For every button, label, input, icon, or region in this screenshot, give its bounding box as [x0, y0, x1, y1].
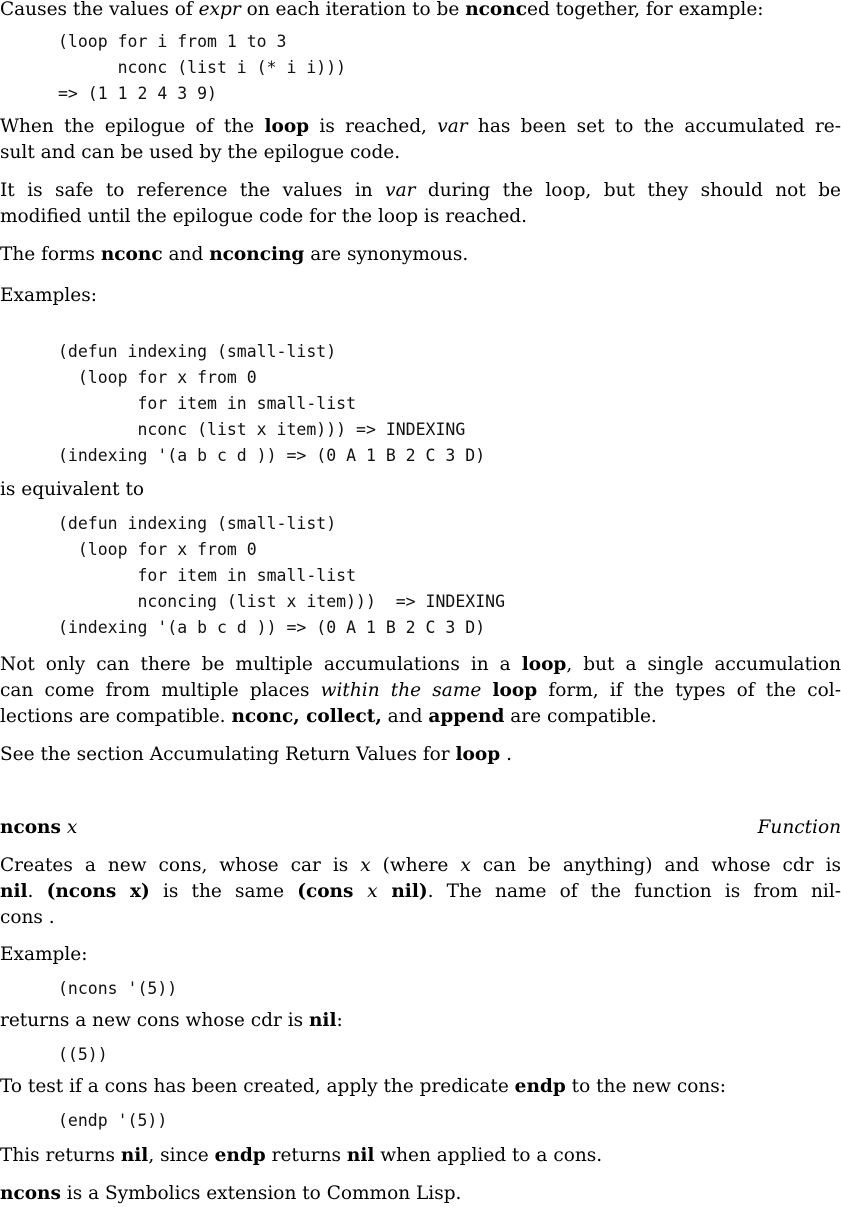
function-name: ncons	[0, 817, 61, 838]
code-line: (loop for i from 1 to 3	[58, 32, 287, 51]
paragraph-synonymous: The forms nconc and nconcing are synonymous.	[0, 244, 469, 265]
code-line: nconc (list i (* i i)))	[58, 58, 347, 77]
code-line: for item in small-list	[58, 566, 357, 585]
code-line: (indexing '(a b c d )) => (0 A 1 B 2 C 3 D)	[58, 618, 486, 637]
code-line: (ncons '(5))	[58, 979, 178, 998]
code-line: => (1 1 2 4 3 9)	[58, 84, 217, 103]
code-line: (defun indexing (small-list)	[58, 342, 337, 361]
code-line: ((5))	[58, 1045, 108, 1064]
paragraph-multiple-accumulations: Not only can there be multiple accumulations in a loop, but a single accumulation can come from multiple places within the same loop form, if the types of the col- lections are compatible. nconc, collect, and append are compatible.	[0, 654, 841, 727]
code-line: (indexing '(a b c d )) => (0 A 1 B 2 C 3 D)	[58, 446, 486, 465]
paragraph-test-endp: To test if a cons has been created, apply the predicate endp to the new cons:	[0, 1076, 726, 1097]
paragraph-safe-reference: It is safe to reference the values in var during the loop, but they should not be modified until the epilogue code for the loop is reached.	[0, 180, 841, 227]
entry-kind: Function	[757, 817, 841, 838]
paragraph-see-section: See the section Accumulating Return Values for loop .	[0, 744, 512, 765]
paragraph-returns-new-cons: returns a new cons whose cdr is nil:	[0, 1010, 343, 1031]
paragraph-symbolics-extension: ncons is a Symbolics extension to Common Lisp.	[0, 1183, 462, 1204]
paragraph-endp-returns: This returns nil, since endp returns nil when applied to a cons.	[0, 1145, 603, 1166]
code-line: (endp '(5))	[58, 1111, 168, 1130]
function-argument: x	[66, 817, 78, 838]
examples-label: Examples:	[0, 285, 97, 306]
code-line: nconcing (list x item))) => INDEXING	[58, 592, 506, 611]
code-line: nconc (list x item))) => INDEXING	[58, 420, 466, 439]
paragraph-ncons-description: Creates a new cons, whose car is x (where x can be anything) and whose cdr is nil. (ncons x) is the same (cons x nil). The name of the function is from nil- cons .	[0, 855, 841, 928]
code-line: (loop for x from 0	[58, 540, 257, 559]
code-line: for item in small-list	[58, 394, 357, 413]
code-line: (loop for x from 0	[58, 368, 257, 387]
equivalent-label: is equivalent to	[0, 479, 145, 500]
ncons-entry-header	[0, 815, 841, 841]
example-label: Example:	[0, 944, 88, 965]
code-line: (defun indexing (small-list)	[58, 514, 337, 533]
paragraph-nconc-intro: Causes the values of expr on each iteration to be nconced together, for example:	[0, 0, 764, 20]
paragraph-epilogue: When the epilogue of the loop is reached, var has been set to the accumulated re- sult and can be used by the epilogue code.	[0, 116, 841, 163]
